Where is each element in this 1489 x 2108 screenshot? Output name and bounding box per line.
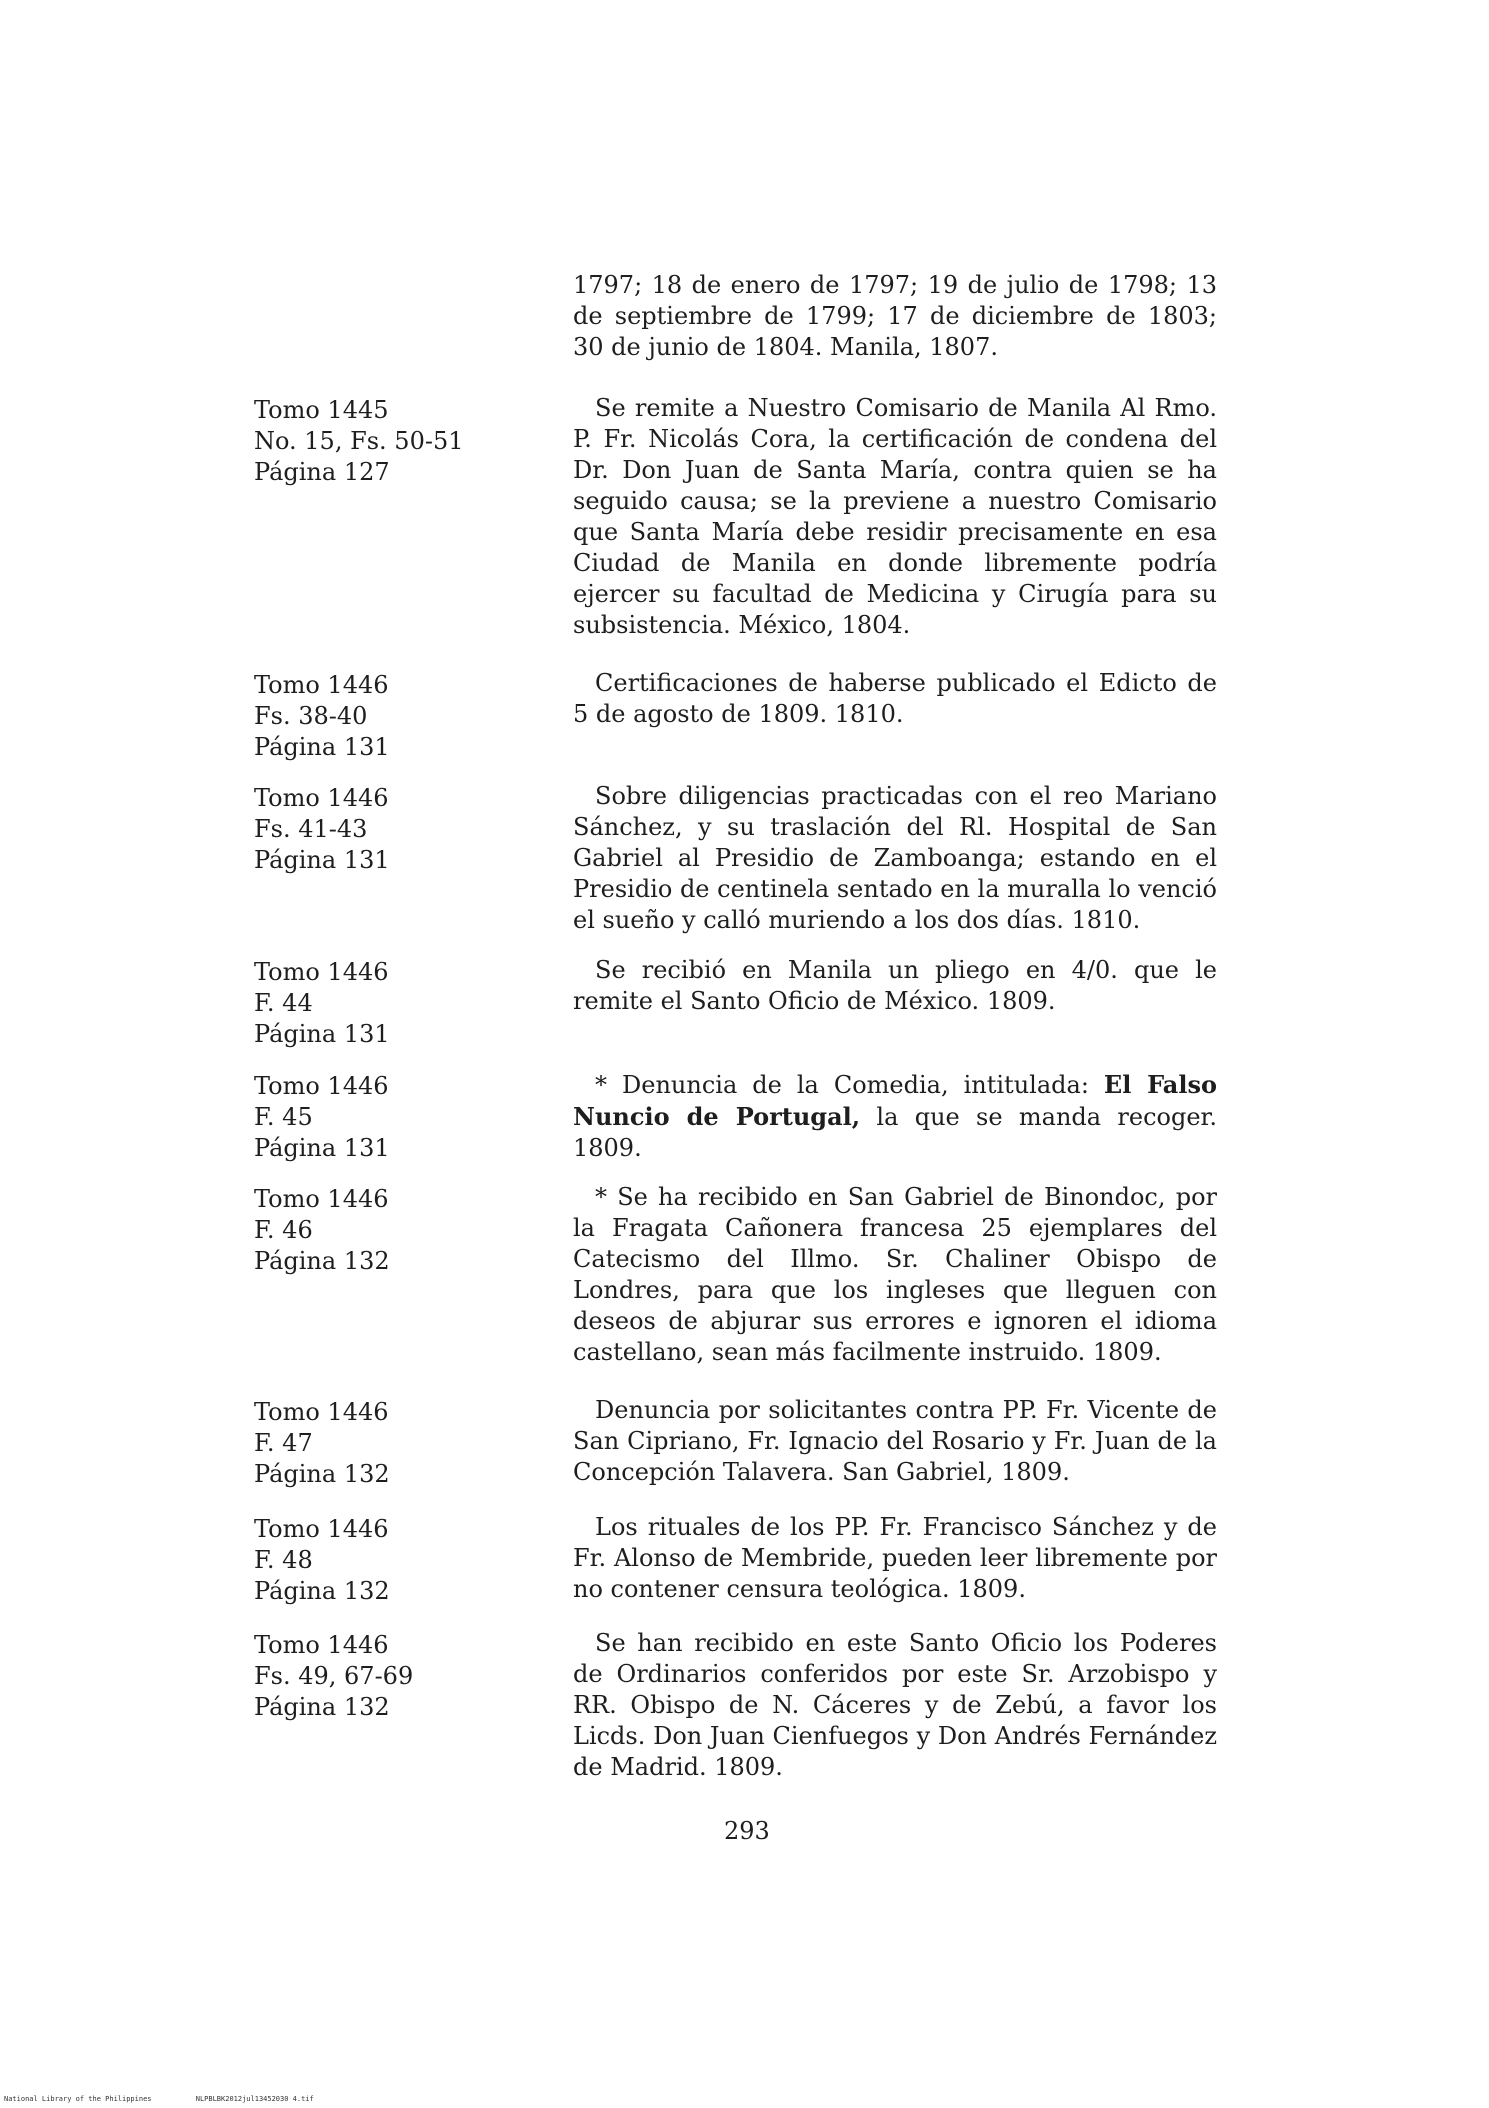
ref-folios: F. 48 bbox=[254, 1546, 313, 1574]
entry-reference bbox=[254, 1514, 504, 1607]
entry-text bbox=[573, 1069, 1217, 1164]
ref-folios: Fs. 41-43 bbox=[254, 815, 368, 843]
entry-text: Se remite a Nuestro Comisario de Manila Al Rmo. P. Fr. Nicolás Cora, la certificación de condena del Dr. Don Juan de Santa María, contra quien se ha seguido causa; se la previene a nuestro Comisario que Santa María debe residir precisamente en esa Ciudad de Manila en donde libremente podría ejercer su facultad de Medicina y Cirugía para su subsistencia. México, 1804. bbox=[573, 394, 1217, 639]
ref-tomo: Tomo 1446 bbox=[254, 671, 389, 699]
entry-description bbox=[573, 393, 1217, 641]
entry-text: 1797; 18 de enero de 1797; 19 de julio de 1798; 13 de septiembre de 1799; 17 de diciembre de 1803; 30 de junio de 1804. Manila, 1807. bbox=[573, 271, 1217, 361]
entry-text: Se han recibido en este Santo Oficio los Poderes de Ordinarios conferidos por este Sr. Arzobispo y RR. Obispo de N. Cáceres y de Zebú, a favor los Licds. Don Juan Cienfuegos y Don Andrés Fernández de Madrid. 1809. bbox=[573, 1629, 1217, 1781]
ref-folios: F. 45 bbox=[254, 1103, 313, 1131]
entry-text: Se recibió en Manila un pliego en 4/0. que le remite el Santo Oficio de México. 1809. bbox=[573, 956, 1217, 1015]
entry-reference bbox=[254, 670, 504, 763]
ref-folios: F. 47 bbox=[254, 1429, 313, 1457]
entry-text: Sobre diligencias practicadas con el reo Mariano Sánchez, y su traslación del Rl. Hospital de San Gabriel al Presidio de Zamboanga; estando en el Presidio de centinela sentado en la muralla lo venció el sueño y calló muriendo a los dos días. 1810. bbox=[573, 782, 1217, 934]
entry-text-after: la que se manda recoger. 1809. bbox=[573, 1103, 1218, 1162]
entry-text: Los rituales de los PP. Fr. Francisco Sánchez y de Fr. Alonso de Membride, pueden leer libremente por no contener censura teológica. 1809. bbox=[573, 1513, 1217, 1603]
comedia-title: El Falso Nuncio de Portugal, bbox=[573, 1070, 1217, 1131]
entry-reference bbox=[254, 395, 504, 488]
entry-text-before: * Denuncia de la Comedia, intitulada: bbox=[595, 1071, 1104, 1099]
entry-reference bbox=[254, 1184, 504, 1277]
ref-pagina: Página 131 bbox=[254, 846, 390, 874]
ref-tomo: Tomo 1446 bbox=[254, 1515, 389, 1543]
entry-description bbox=[573, 781, 1217, 936]
ref-pagina: Página 131 bbox=[254, 1020, 390, 1048]
ref-pagina: Página 132 bbox=[254, 1247, 390, 1275]
ref-folios: Fs. 38-40 bbox=[254, 702, 368, 730]
entry-description bbox=[573, 1395, 1217, 1488]
ref-pagina: Página 127 bbox=[254, 458, 390, 486]
ref-tomo: Tomo 1446 bbox=[254, 784, 389, 812]
scan-footer bbox=[4, 2095, 354, 2104]
ref-tomo: Tomo 1446 bbox=[254, 958, 389, 986]
entry-description bbox=[573, 668, 1217, 730]
ref-tomo: Tomo 1446 bbox=[254, 1631, 389, 1659]
entry-description bbox=[573, 1628, 1217, 1783]
ref-tomo: Tomo 1446 bbox=[254, 1398, 389, 1426]
entry-description bbox=[573, 955, 1217, 1017]
ref-pagina: Página 131 bbox=[254, 733, 390, 761]
ref-tomo: Tomo 1446 bbox=[254, 1072, 389, 1100]
page-number: 293 bbox=[724, 1817, 770, 1845]
entry-reference bbox=[254, 1630, 504, 1723]
ref-tomo: Tomo 1445 bbox=[254, 396, 389, 424]
entry-reference bbox=[254, 1397, 504, 1490]
ref-tomo: Tomo 1446 bbox=[254, 1185, 389, 1213]
ref-folios: No. 15, Fs. 50-51 bbox=[254, 427, 464, 455]
ref-pagina: Página 131 bbox=[254, 1134, 390, 1162]
entry-text: Denuncia por solicitantes contra PP. Fr. Vicente de San Cipriano, Fr. Ignacio del Rosario y Fr. Juan de la Concepción Talavera. San Gabriel, 1809. bbox=[573, 1396, 1217, 1486]
ref-pagina: Página 132 bbox=[254, 1460, 390, 1488]
footer-library: National Library of the Philippines bbox=[4, 2095, 152, 2103]
entry-description bbox=[573, 1182, 1217, 1368]
footer-file-id: NLPBLBK2012jul13452030 4.tif bbox=[195, 2095, 314, 2103]
entry-description bbox=[573, 1512, 1217, 1605]
entry-text: Certificaciones de haberse publicado el Edicto de 5 de agosto de 1809. 1810. bbox=[573, 669, 1217, 728]
ref-folios: F. 46 bbox=[254, 1216, 313, 1244]
ref-pagina: Página 132 bbox=[254, 1693, 390, 1721]
entry-reference bbox=[254, 957, 504, 1050]
entry-reference bbox=[254, 1071, 504, 1164]
entry-continuation bbox=[573, 270, 1217, 363]
ref-folios: Fs. 49, 67-69 bbox=[254, 1662, 414, 1690]
entry-description bbox=[573, 1069, 1217, 1164]
entry-reference bbox=[254, 783, 504, 876]
entry-text: * Se ha recibido en San Gabriel de Binondoc, por la Fragata Cañonera francesa 25 ejemplares del Catecismo del Illmo. Sr. Chaliner Obispo de Londres, para que los ingleses que lleguen con deseos de abjurar sus errores e ignoren el idioma castellano, sean más facilmente instruido. 1809. bbox=[573, 1183, 1217, 1366]
ref-pagina: Página 132 bbox=[254, 1577, 390, 1605]
ref-folios: F. 44 bbox=[254, 989, 313, 1017]
